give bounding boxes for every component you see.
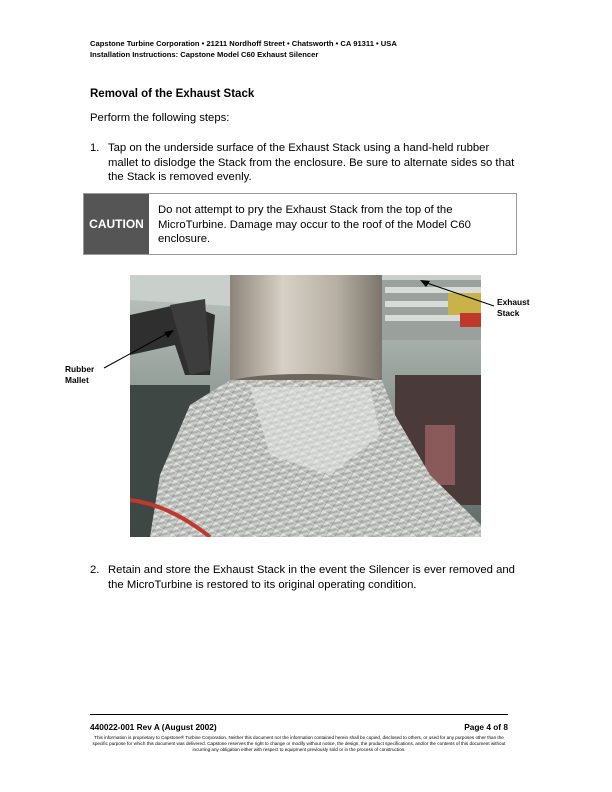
step-number: 1. [90, 142, 100, 154]
rubber-mallet-arrowhead [164, 330, 174, 338]
callout-line: Exhaust [497, 297, 530, 307]
footer-divider [90, 714, 508, 715]
step-text: Tap on the underside surface of the Exhaust Stack using a hand-held rubber mallet to dislodge the Stack from the enclosure. Be sure to alternate sides so that the Stack is removed evenly. [108, 142, 515, 183]
footer-disclaimer: This information is proprietary to Capstone® Turbine Corporation. Neither this document nor the information contained herein shall be copied, disclosed to others, or used for any purposes other than the specific purpose for which this document was delivered. Capstone reserves the right to change or modify without notice, the design, the product specifications, and/or the contents of this document without incurring any obligation either with respect to equipment previously sold or in the process of construction. [92, 735, 506, 753]
section-title: Removal of the Exhaust Stack [90, 88, 255, 100]
intro-text: Perform the following steps: [90, 112, 230, 124]
step-number: 2. [90, 564, 100, 576]
callout-line: Rubber [65, 364, 95, 374]
header-address: Capstone Turbine Corporation • 21211 Nordhoff Street • Chatsworth • CA 91311 • USA [90, 39, 397, 48]
footer-doc-number: 440022-001 Rev A (August 2002) [90, 722, 217, 732]
caution-text: Do not attempt to pry the Exhaust Stack from the top of the MicroTurbine. Damage may occur to the roof of the Model C60 enclosure. [158, 204, 471, 245]
callout-line: Mallet [65, 375, 89, 385]
step-2 [90, 563, 520, 595]
callout-exhaust-stack [497, 297, 530, 319]
exhaust-stack-arrow [424, 282, 494, 306]
caution-label: CAUTION [84, 194, 149, 254]
step-text: Retain and store the Exhaust Stack in the event the Silencer is ever removed and the MicroTurbine is restored to its original operating condition. [108, 564, 515, 591]
page-header [90, 38, 397, 60]
caution-box [83, 193, 517, 255]
footer-page-number: Page 4 of 8 [464, 722, 508, 732]
header-doc-title: Installation Instructions: Capstone Model C60 Exhaust Silencer [90, 50, 319, 59]
rubber-mallet-arrow [104, 332, 170, 368]
callout-line: Stack [497, 308, 520, 318]
callout-rubber-mallet [65, 364, 94, 386]
callout-arrows [60, 270, 510, 380]
step-1 [90, 141, 520, 186]
